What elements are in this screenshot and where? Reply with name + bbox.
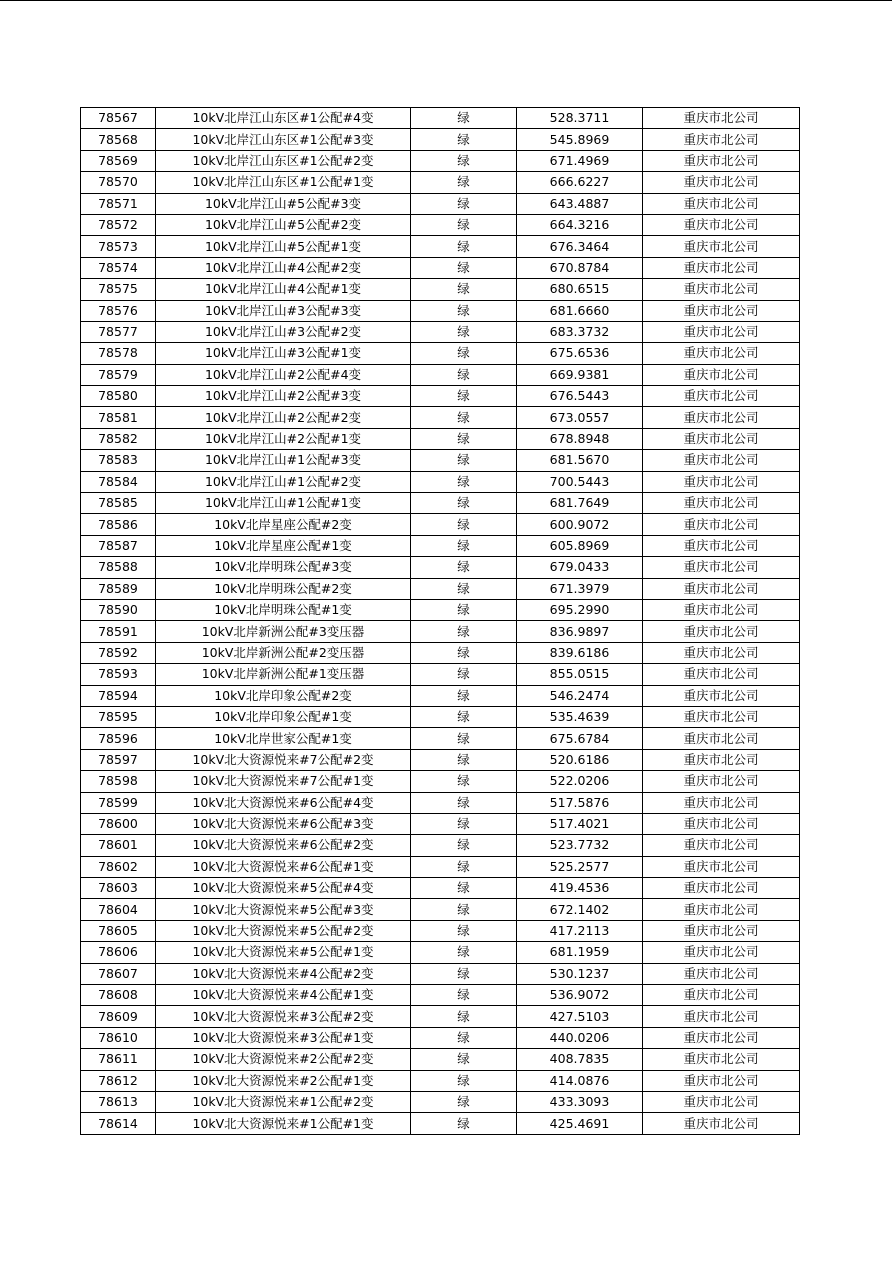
table-row: [81, 685, 800, 706]
cell-value: 671.4969: [517, 150, 643, 171]
table-row: [81, 920, 800, 941]
table-row: [81, 963, 800, 984]
cell-name: 10kV北岸江山#3公配#2变: [156, 321, 411, 342]
cell-org: 重庆市北公司: [643, 1091, 800, 1112]
cell-org: 重庆市北公司: [643, 193, 800, 214]
cell-color: 绿: [411, 108, 517, 129]
cell-id: 78583: [81, 450, 156, 471]
cell-color: 绿: [411, 706, 517, 727]
cell-value: 440.0206: [517, 1027, 643, 1048]
table-row: [81, 942, 800, 963]
cell-value: 680.6515: [517, 279, 643, 300]
cell-org: 重庆市北公司: [643, 428, 800, 449]
cell-org: 重庆市北公司: [643, 1070, 800, 1091]
cell-org: 重庆市北公司: [643, 963, 800, 984]
table-row: [81, 150, 800, 171]
cell-value: 520.6186: [517, 749, 643, 770]
cell-color: 绿: [411, 728, 517, 749]
cell-color: 绿: [411, 386, 517, 407]
cell-org: 重庆市北公司: [643, 514, 800, 535]
cell-value: 670.8784: [517, 257, 643, 278]
cell-value: 675.6784: [517, 728, 643, 749]
cell-id: 78587: [81, 535, 156, 556]
table-row: [81, 813, 800, 834]
cell-org: 重庆市北公司: [643, 321, 800, 342]
table-row: [81, 642, 800, 663]
cell-org: 重庆市北公司: [643, 942, 800, 963]
cell-color: 绿: [411, 129, 517, 150]
cell-name: 10kV北大资源悦来#2公配#2变: [156, 1049, 411, 1070]
cell-name: 10kV北大资源悦来#3公配#2变: [156, 1006, 411, 1027]
page-top-border: [0, 0, 892, 1]
cell-value: 839.6186: [517, 642, 643, 663]
table-row: [81, 321, 800, 342]
cell-org: 重庆市北公司: [643, 450, 800, 471]
cell-color: 绿: [411, 1113, 517, 1134]
cell-name: 10kV北岸江山#2公配#4变: [156, 364, 411, 385]
cell-color: 绿: [411, 364, 517, 385]
cell-value: 672.1402: [517, 899, 643, 920]
cell-color: 绿: [411, 642, 517, 663]
cell-value: 545.8969: [517, 129, 643, 150]
cell-id: 78573: [81, 236, 156, 257]
cell-color: 绿: [411, 236, 517, 257]
cell-color: 绿: [411, 920, 517, 941]
cell-name: 10kV北大资源悦来#7公配#2变: [156, 749, 411, 770]
cell-name: 10kV北岸印象公配#1变: [156, 706, 411, 727]
cell-name: 10kV北大资源悦来#7公配#1变: [156, 771, 411, 792]
cell-org: 重庆市北公司: [643, 835, 800, 856]
table-row: [81, 792, 800, 813]
cell-value: 679.0433: [517, 557, 643, 578]
cell-value: 433.3093: [517, 1091, 643, 1112]
cell-id: 78596: [81, 728, 156, 749]
cell-name: 10kV北岸江山#5公配#2变: [156, 214, 411, 235]
cell-org: 重庆市北公司: [643, 535, 800, 556]
cell-id: 78579: [81, 364, 156, 385]
cell-name: 10kV北岸明珠公配#2变: [156, 578, 411, 599]
table-row: [81, 214, 800, 235]
table-row: [81, 193, 800, 214]
table-row: [81, 535, 800, 556]
cell-name: 10kV北岸江山#2公配#1变: [156, 428, 411, 449]
cell-id: 78569: [81, 150, 156, 171]
cell-id: 78576: [81, 300, 156, 321]
cell-org: 重庆市北公司: [643, 129, 800, 150]
cell-name: 10kV北大资源悦来#3公配#1变: [156, 1027, 411, 1048]
cell-id: 78586: [81, 514, 156, 535]
cell-id: 78598: [81, 771, 156, 792]
cell-org: 重庆市北公司: [643, 985, 800, 1006]
cell-color: 绿: [411, 685, 517, 706]
cell-color: 绿: [411, 599, 517, 620]
cell-name: 10kV北大资源悦来#6公配#4变: [156, 792, 411, 813]
cell-id: 78581: [81, 407, 156, 428]
cell-org: 重庆市北公司: [643, 813, 800, 834]
table-row: [81, 108, 800, 129]
cell-color: 绿: [411, 193, 517, 214]
table-row: [81, 450, 800, 471]
cell-org: 重庆市北公司: [643, 706, 800, 727]
cell-name: 10kV北岸星座公配#2变: [156, 514, 411, 535]
cell-color: 绿: [411, 1027, 517, 1048]
cell-org: 重庆市北公司: [643, 1006, 800, 1027]
cell-id: 78599: [81, 792, 156, 813]
cell-name: 10kV北大资源悦来#5公配#3变: [156, 899, 411, 920]
cell-name: 10kV北岸新洲公配#1变压器: [156, 664, 411, 685]
cell-org: 重庆市北公司: [643, 407, 800, 428]
cell-org: 重庆市北公司: [643, 214, 800, 235]
table-row: [81, 771, 800, 792]
cell-org: 重庆市北公司: [643, 1113, 800, 1134]
cell-color: 绿: [411, 621, 517, 642]
table-row: [81, 621, 800, 642]
cell-color: 绿: [411, 150, 517, 171]
cell-org: 重庆市北公司: [643, 1049, 800, 1070]
cell-id: 78594: [81, 685, 156, 706]
cell-org: 重庆市北公司: [643, 685, 800, 706]
cell-org: 重庆市北公司: [643, 557, 800, 578]
cell-id: 78580: [81, 386, 156, 407]
cell-color: 绿: [411, 878, 517, 899]
cell-color: 绿: [411, 557, 517, 578]
cell-value: 695.2990: [517, 599, 643, 620]
cell-id: 78588: [81, 557, 156, 578]
table-row: [81, 1070, 800, 1091]
cell-value: 600.9072: [517, 514, 643, 535]
cell-name: 10kV北岸江山东区#1公配#2变: [156, 150, 411, 171]
table-row: [81, 664, 800, 685]
cell-id: 78614: [81, 1113, 156, 1134]
cell-org: 重庆市北公司: [643, 364, 800, 385]
cell-name: 10kV北岸江山#3公配#3变: [156, 300, 411, 321]
cell-id: 78567: [81, 108, 156, 129]
cell-org: 重庆市北公司: [643, 664, 800, 685]
cell-name: 10kV北岸明珠公配#1变: [156, 599, 411, 620]
table-row: [81, 728, 800, 749]
cell-value: 417.2113: [517, 920, 643, 941]
cell-value: 678.8948: [517, 428, 643, 449]
cell-id: 78609: [81, 1006, 156, 1027]
table-row: [81, 257, 800, 278]
cell-color: 绿: [411, 749, 517, 770]
cell-id: 78571: [81, 193, 156, 214]
cell-name: 10kV北岸江山#1公配#2变: [156, 471, 411, 492]
cell-org: 重庆市北公司: [643, 471, 800, 492]
cell-org: 重庆市北公司: [643, 1027, 800, 1048]
cell-id: 78611: [81, 1049, 156, 1070]
cell-value: 528.3711: [517, 108, 643, 129]
table-body: [81, 108, 800, 1135]
cell-value: 669.9381: [517, 364, 643, 385]
cell-id: 78582: [81, 428, 156, 449]
cell-name: 10kV北岸印象公配#2变: [156, 685, 411, 706]
cell-id: 78600: [81, 813, 156, 834]
table-row: [81, 129, 800, 150]
cell-name: 10kV北大资源悦来#6公配#3变: [156, 813, 411, 834]
cell-id: 78606: [81, 942, 156, 963]
cell-id: 78612: [81, 1070, 156, 1091]
cell-org: 重庆市北公司: [643, 749, 800, 770]
cell-id: 78604: [81, 899, 156, 920]
cell-id: 78607: [81, 963, 156, 984]
cell-name: 10kV北大资源悦来#5公配#2变: [156, 920, 411, 941]
table-row: [81, 236, 800, 257]
cell-color: 绿: [411, 835, 517, 856]
cell-id: 78608: [81, 985, 156, 1006]
cell-value: 681.1959: [517, 942, 643, 963]
cell-id: 78603: [81, 878, 156, 899]
table-row: [81, 899, 800, 920]
cell-value: 700.5443: [517, 471, 643, 492]
cell-org: 重庆市北公司: [643, 172, 800, 193]
cell-org: 重庆市北公司: [643, 108, 800, 129]
cell-value: 535.4639: [517, 706, 643, 727]
cell-id: 78568: [81, 129, 156, 150]
cell-org: 重庆市北公司: [643, 899, 800, 920]
table-row: [81, 1006, 800, 1027]
cell-name: 10kV北岸新洲公配#2变压器: [156, 642, 411, 663]
cell-name: 10kV北岸江山#5公配#3变: [156, 193, 411, 214]
cell-color: 绿: [411, 813, 517, 834]
cell-color: 绿: [411, 471, 517, 492]
cell-id: 78593: [81, 664, 156, 685]
cell-id: 78602: [81, 856, 156, 877]
cell-color: 绿: [411, 514, 517, 535]
cell-org: 重庆市北公司: [643, 621, 800, 642]
cell-color: 绿: [411, 535, 517, 556]
table-row: [81, 386, 800, 407]
cell-name: 10kV北岸新洲公配#3变压器: [156, 621, 411, 642]
table-row: [81, 878, 800, 899]
cell-id: 78589: [81, 578, 156, 599]
cell-color: 绿: [411, 1049, 517, 1070]
cell-color: 绿: [411, 985, 517, 1006]
cell-value: 664.3216: [517, 214, 643, 235]
table-row: [81, 856, 800, 877]
cell-value: 530.1237: [517, 963, 643, 984]
cell-org: 重庆市北公司: [643, 728, 800, 749]
cell-color: 绿: [411, 257, 517, 278]
cell-org: 重庆市北公司: [643, 300, 800, 321]
cell-color: 绿: [411, 792, 517, 813]
table-row: [81, 279, 800, 300]
cell-org: 重庆市北公司: [643, 642, 800, 663]
cell-value: 676.3464: [517, 236, 643, 257]
cell-id: 78585: [81, 493, 156, 514]
table-row: [81, 493, 800, 514]
cell-name: 10kV北大资源悦来#5公配#4变: [156, 878, 411, 899]
table-row: [81, 1091, 800, 1112]
cell-org: 重庆市北公司: [643, 878, 800, 899]
cell-name: 10kV北岸江山#2公配#3变: [156, 386, 411, 407]
cell-value: 681.5670: [517, 450, 643, 471]
cell-value: 522.0206: [517, 771, 643, 792]
cell-id: 78575: [81, 279, 156, 300]
cell-value: 643.4887: [517, 193, 643, 214]
cell-value: 681.7649: [517, 493, 643, 514]
cell-id: 78591: [81, 621, 156, 642]
cell-color: 绿: [411, 1091, 517, 1112]
cell-name: 10kV北大资源悦来#6公配#2变: [156, 835, 411, 856]
cell-name: 10kV北岸江山东区#1公配#4变: [156, 108, 411, 129]
table-row: [81, 578, 800, 599]
cell-id: 78610: [81, 1027, 156, 1048]
cell-org: 重庆市北公司: [643, 236, 800, 257]
cell-value: 523.7732: [517, 835, 643, 856]
cell-id: 78590: [81, 599, 156, 620]
table-row: [81, 835, 800, 856]
table-row: [81, 471, 800, 492]
table-row: [81, 514, 800, 535]
cell-color: 绿: [411, 771, 517, 792]
cell-color: 绿: [411, 343, 517, 364]
table-row: [81, 172, 800, 193]
table-row: [81, 364, 800, 385]
cell-value: 419.4536: [517, 878, 643, 899]
cell-value: 427.5103: [517, 1006, 643, 1027]
cell-value: 681.6660: [517, 300, 643, 321]
cell-value: 546.2474: [517, 685, 643, 706]
cell-org: 重庆市北公司: [643, 257, 800, 278]
cell-color: 绿: [411, 279, 517, 300]
cell-color: 绿: [411, 493, 517, 514]
cell-org: 重庆市北公司: [643, 493, 800, 514]
cell-value: 525.2577: [517, 856, 643, 877]
cell-color: 绿: [411, 321, 517, 342]
cell-id: 78605: [81, 920, 156, 941]
cell-color: 绿: [411, 1006, 517, 1027]
cell-color: 绿: [411, 450, 517, 471]
cell-value: 666.6227: [517, 172, 643, 193]
transformer-table: [80, 107, 800, 1135]
cell-name: 10kV北大资源悦来#5公配#1变: [156, 942, 411, 963]
cell-org: 重庆市北公司: [643, 343, 800, 364]
cell-org: 重庆市北公司: [643, 856, 800, 877]
table-row: [81, 407, 800, 428]
table-row: [81, 557, 800, 578]
cell-value: 408.7835: [517, 1049, 643, 1070]
cell-name: 10kV北岸江山#4公配#1变: [156, 279, 411, 300]
cell-value: 673.0557: [517, 407, 643, 428]
cell-color: 绿: [411, 578, 517, 599]
cell-org: 重庆市北公司: [643, 599, 800, 620]
cell-color: 绿: [411, 172, 517, 193]
cell-id: 78577: [81, 321, 156, 342]
table-row: [81, 985, 800, 1006]
cell-value: 855.0515: [517, 664, 643, 685]
cell-id: 78578: [81, 343, 156, 364]
table-row: [81, 1027, 800, 1048]
cell-name: 10kV北岸江山东区#1公配#1变: [156, 172, 411, 193]
table-row: [81, 599, 800, 620]
cell-name: 10kV北大资源悦来#4公配#1变: [156, 985, 411, 1006]
cell-name: 10kV北大资源悦来#1公配#1变: [156, 1113, 411, 1134]
cell-value: 536.9072: [517, 985, 643, 1006]
cell-color: 绿: [411, 214, 517, 235]
cell-id: 78572: [81, 214, 156, 235]
cell-org: 重庆市北公司: [643, 578, 800, 599]
cell-org: 重庆市北公司: [643, 386, 800, 407]
cell-id: 78570: [81, 172, 156, 193]
table-row: [81, 749, 800, 770]
cell-name: 10kV北岸江山#1公配#1变: [156, 493, 411, 514]
table-row: [81, 1113, 800, 1134]
cell-name: 10kV北大资源悦来#1公配#2变: [156, 1091, 411, 1112]
cell-name: 10kV北岸江山#3公配#1变: [156, 343, 411, 364]
cell-id: 78595: [81, 706, 156, 727]
cell-org: 重庆市北公司: [643, 792, 800, 813]
cell-name: 10kV北岸世家公配#1变: [156, 728, 411, 749]
cell-org: 重庆市北公司: [643, 920, 800, 941]
cell-color: 绿: [411, 899, 517, 920]
cell-value: 517.5876: [517, 792, 643, 813]
cell-name: 10kV北岸星座公配#1变: [156, 535, 411, 556]
cell-value: 425.4691: [517, 1113, 643, 1134]
cell-color: 绿: [411, 942, 517, 963]
cell-name: 10kV北大资源悦来#2公配#1变: [156, 1070, 411, 1091]
cell-value: 517.4021: [517, 813, 643, 834]
cell-value: 671.3979: [517, 578, 643, 599]
cell-id: 78592: [81, 642, 156, 663]
cell-name: 10kV北岸江山#1公配#3变: [156, 450, 411, 471]
table-row: [81, 343, 800, 364]
cell-value: 676.5443: [517, 386, 643, 407]
cell-color: 绿: [411, 856, 517, 877]
table-row: [81, 428, 800, 449]
cell-name: 10kV北大资源悦来#6公配#1变: [156, 856, 411, 877]
cell-value: 683.3732: [517, 321, 643, 342]
cell-color: 绿: [411, 664, 517, 685]
cell-color: 绿: [411, 1070, 517, 1091]
cell-value: 605.8969: [517, 535, 643, 556]
cell-org: 重庆市北公司: [643, 279, 800, 300]
cell-org: 重庆市北公司: [643, 771, 800, 792]
table-row: [81, 706, 800, 727]
cell-org: 重庆市北公司: [643, 150, 800, 171]
cell-color: 绿: [411, 963, 517, 984]
cell-name: 10kV北岸明珠公配#3变: [156, 557, 411, 578]
cell-id: 78597: [81, 749, 156, 770]
cell-id: 78584: [81, 471, 156, 492]
cell-name: 10kV北大资源悦来#4公配#2变: [156, 963, 411, 984]
cell-value: 414.0876: [517, 1070, 643, 1091]
table-row: [81, 1049, 800, 1070]
cell-id: 78574: [81, 257, 156, 278]
cell-value: 836.9897: [517, 621, 643, 642]
cell-name: 10kV北岸江山东区#1公配#3变: [156, 129, 411, 150]
cell-color: 绿: [411, 300, 517, 321]
cell-color: 绿: [411, 407, 517, 428]
cell-name: 10kV北岸江山#5公配#1变: [156, 236, 411, 257]
cell-id: 78613: [81, 1091, 156, 1112]
cell-id: 78601: [81, 835, 156, 856]
cell-name: 10kV北岸江山#2公配#2变: [156, 407, 411, 428]
cell-name: 10kV北岸江山#4公配#2变: [156, 257, 411, 278]
cell-color: 绿: [411, 428, 517, 449]
table-row: [81, 300, 800, 321]
cell-value: 675.6536: [517, 343, 643, 364]
